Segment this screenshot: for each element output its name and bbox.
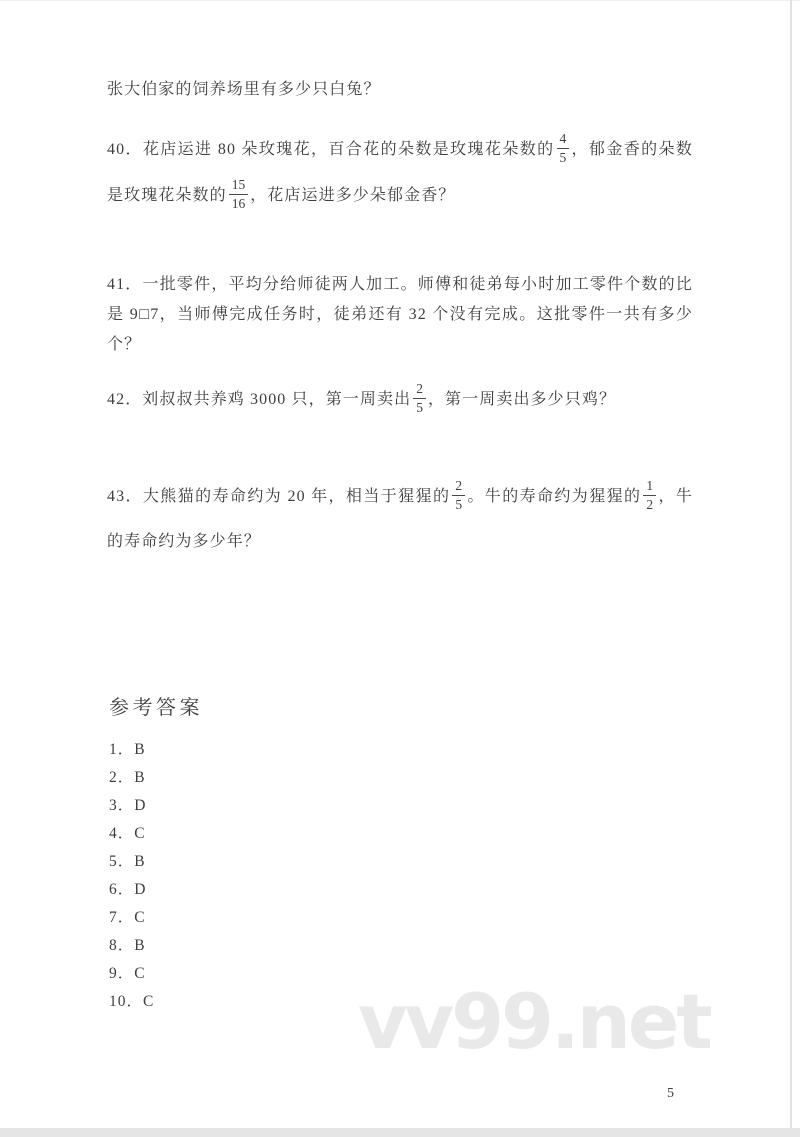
fraction-2-5: $\frac{2}{5}$ — [452, 478, 465, 512]
page-number: 5 — [667, 1086, 674, 1101]
answer-item: 6．D — [109, 881, 147, 898]
question-40: 40．花店运进 80 朵玫瑰花，百合花的朵数是玫瑰花朵数的 $\frac{4}{5}$ ，郁金香的朵数是玫瑰花朵数的 $\frac{15}{16}$ ，花店运进多少朵郁金香？ — [107, 131, 693, 211]
watermark: vv99.net — [358, 977, 710, 1066]
answers-list — [109, 736, 154, 1016]
page-top-edge — [0, 0, 800, 1]
answer-item: 7．C — [109, 909, 146, 926]
question-42: 42．刘叔叔共养鸡 3000 只，第一周卖出 $\frac{2}{5}$ ，第一周卖出多少只鸡？ — [107, 381, 617, 415]
fraction-15-16: $\frac{15}{16}$ — [229, 177, 249, 211]
question-43: 43．大熊猫的寿命约为 20 年，相当于猩猩的 $\frac{2}{5}$ 。牛的寿命约为猩猩的 $\frac{1}{2}$ ，牛的寿命约为多少年？ — [107, 478, 693, 550]
question-41: 41．一批零件，平均分给师徒两人加工。师傅和徒弟每小时加工零件个数的比是 9□7，当师傅完成任务时，徒弟还有 32 个没有完成。这批零件一共有多少个？ — [107, 276, 693, 353]
answer-item: 3．D — [109, 797, 147, 814]
answer-item: 9．C — [109, 965, 146, 982]
answer-item: 4．C — [109, 825, 146, 842]
fraction-1-2: $\frac{1}{2}$ — [643, 478, 656, 512]
page-right-edge — [790, 0, 792, 1137]
fraction-4-5: $\frac{4}{5}$ — [557, 131, 570, 165]
answer-item: 10．C — [109, 993, 155, 1010]
fraction-2-5: $\frac{2}{5}$ — [413, 381, 426, 415]
answer-item: 2．B — [109, 769, 146, 786]
answer-item: 5．B — [109, 853, 146, 870]
answer-item: 8．B — [109, 937, 146, 954]
answers-heading: 参考答案 — [109, 697, 203, 719]
question-39-tail: 张大伯家的饲养场里有多少只白兔？ — [107, 81, 381, 98]
answer-item: 1．B — [109, 741, 146, 758]
page-bottom-edge — [0, 1128, 800, 1137]
